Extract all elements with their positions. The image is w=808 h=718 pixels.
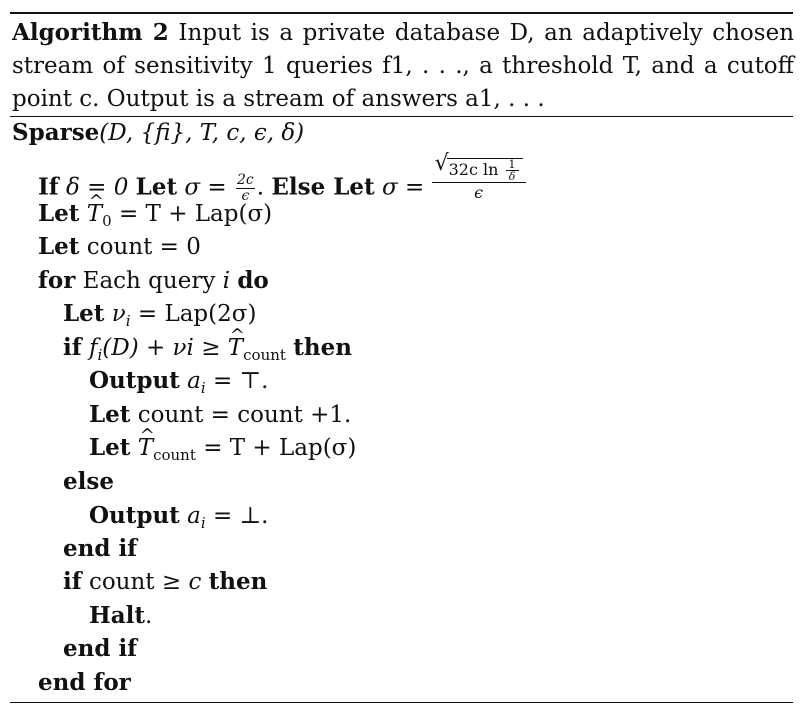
- kw-if: If: [38, 173, 59, 201]
- bottom-rule: [10, 702, 793, 703]
- fraction-1-delta: $\frac{1}{\delta}$: [506, 159, 519, 182]
- kw-let: Let: [135, 173, 178, 201]
- line-10: else: [63, 468, 114, 495]
- line-9: Let ^ $T_{count} = T + Lap(\sigma)$: [89, 433, 356, 465]
- line-16: end for: [38, 669, 131, 696]
- line-8: Let count = count +1.: [89, 401, 352, 428]
- procedure-args: (D, {fi}, T, c, ϵ, δ): [99, 120, 305, 146]
- line-14: Halt.: [89, 602, 153, 629]
- line-12: end if: [63, 535, 138, 562]
- line-13: if count ≥ c then: [63, 568, 268, 595]
- signature-line: [12, 118, 304, 150]
- line-7: Output $a_i$ = ⊤.: [89, 367, 269, 397]
- caption-label: Algorithm 2: [12, 19, 169, 46]
- line-15: end if: [63, 635, 138, 662]
- frac1-num: 2c: [237, 172, 254, 188]
- line-5: Let $\nu_i = Lap(2\sigma)$: [63, 300, 257, 330]
- frac1-den: ϵ: [241, 188, 250, 204]
- t-hat-0: ^ T: [87, 199, 102, 229]
- fraction-sqrt: [432, 151, 526, 203]
- line-4: for Each query i do: [38, 267, 269, 294]
- line-1: If δ = 0 Let σ = $\frac{2c}{\epsilon}$ . Else Let σ = √ 32c ln $\frac{1}{\delta}$ ϵ: [38, 166, 526, 198]
- line-11: Output $a_i$ = ⊥.: [89, 502, 269, 532]
- big-den: ϵ: [474, 183, 484, 202]
- caption-text: Input is a private database D, an adaptively chosen stream of sensitivity 1 queries f1, . . ., a threshold T, and a cutoff point c. Output is a stream of answers a1, . . .: [12, 20, 795, 112]
- kw-else-let: Else Let: [271, 173, 375, 201]
- algorithm-caption: [12, 16, 794, 116]
- top-rule: [10, 12, 793, 14]
- line-2: Let ^ $T_0 = T + Lap(\sigma)$: [38, 199, 272, 231]
- procedure-name: Sparse: [12, 119, 100, 146]
- caption-rule: [10, 116, 793, 117]
- sqrt: √ 32c ln $\frac{1}{\delta}$: [435, 158, 523, 182]
- sigma-eq-2: σ =: [382, 174, 425, 201]
- sqrt-body: 32c ln: [448, 160, 499, 179]
- line-6: if $f_i(D) + \nu i$ ≥ ^ $T_{count}$ then: [63, 333, 352, 365]
- cond-delta: δ = 0: [65, 174, 129, 201]
- line-3: Let count = 0: [38, 233, 201, 260]
- sigma-eq-1: σ =: [184, 174, 227, 201]
